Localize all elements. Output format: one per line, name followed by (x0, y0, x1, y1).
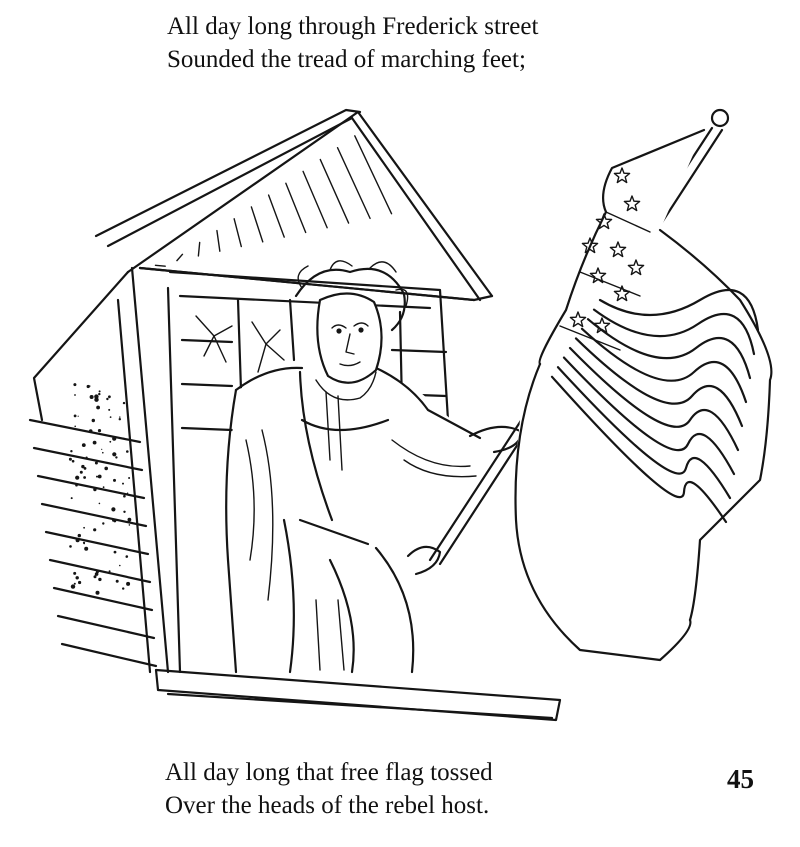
wall-speckle (72, 460, 75, 463)
window-muntin-horizontal (182, 340, 232, 342)
roof-shingle-line (234, 219, 241, 247)
wall-speckle (75, 476, 79, 480)
wall-speckle (69, 545, 72, 548)
roof-shingle-line (217, 231, 220, 252)
wall-speckle (123, 511, 125, 513)
wall-speckle (103, 486, 105, 488)
wall-speckle (109, 570, 111, 572)
wall-speckle (71, 584, 75, 588)
wall-speckle (126, 555, 129, 558)
wall-speckle (109, 441, 111, 443)
wall-speckle (71, 497, 73, 499)
wall-speckle (114, 551, 117, 554)
side-wall-board (38, 476, 144, 498)
side-wall-board (54, 588, 152, 610)
wall-speckle (82, 443, 86, 447)
wall-speckle (84, 467, 87, 470)
page-number: 45 (727, 764, 754, 794)
wall-speckle (89, 429, 93, 433)
roof-shingle-line (155, 265, 165, 266)
bottom-stanza-line-1: All day long that free flag tossed (165, 759, 493, 786)
roof-shingle-line (198, 242, 199, 255)
wall-speckle (83, 527, 85, 529)
top-stanza-line-2: Sounded the tread of marching feet; (167, 46, 526, 73)
wall-speckle (76, 576, 79, 579)
wall-speckle (95, 462, 98, 465)
wall-speckle (74, 394, 76, 396)
wall-speckle (101, 449, 102, 450)
wall-speckle (116, 580, 119, 583)
roof-shingle-line (286, 183, 306, 232)
wall-speckle (78, 534, 81, 537)
wall-speckle (126, 450, 129, 453)
wall-speckle (112, 452, 116, 456)
wall-speckle (112, 437, 116, 441)
wall-speckle (96, 406, 100, 410)
wall-speckle (119, 565, 121, 567)
wall-speckle (86, 457, 88, 459)
wall-speckle (96, 476, 98, 478)
wall-speckle (73, 572, 76, 575)
wall-speckle (119, 418, 121, 420)
wall-speckle (102, 522, 104, 524)
wall-speckle (110, 416, 112, 418)
side-wall-board (34, 448, 142, 470)
wall-speckle (98, 429, 101, 432)
wall-speckle (74, 583, 76, 585)
window-muntin-horizontal (182, 384, 232, 386)
side-wall-boards (30, 420, 156, 666)
roof-shingle-line (303, 171, 327, 227)
roof-shingle-line (251, 207, 262, 242)
wall-speckle (75, 484, 78, 487)
wall-speckle (108, 409, 110, 411)
wall-speckle (83, 476, 86, 479)
wall-speckle (128, 477, 130, 479)
wall-speckle (83, 465, 84, 466)
wall-speckle (129, 524, 131, 526)
wall-speckle (99, 503, 101, 505)
wall-speckle (122, 587, 124, 589)
wall-speckle (74, 426, 76, 428)
wall-speckle (89, 385, 90, 386)
wall-speckle (84, 547, 88, 551)
window-muntin-vertical (290, 300, 294, 360)
wall-speckle (93, 488, 96, 491)
wall-speckle (98, 578, 101, 581)
bottom-stanza-line-2: Over the heads of the rebel host. (165, 792, 490, 819)
wall-speckle (113, 479, 116, 482)
wall-speckle (74, 415, 77, 418)
wall-speckle (115, 456, 117, 458)
wall-speckle (123, 438, 124, 439)
wall-speckle (78, 416, 79, 417)
wall-speckle (127, 493, 128, 494)
wall-speckle (104, 467, 108, 471)
wall-speckle (112, 520, 114, 522)
wall-speckle (126, 582, 130, 586)
wall-speckle (106, 398, 108, 400)
wall-speckle (94, 575, 97, 578)
wall-speckle (96, 591, 100, 595)
wall-speckle (94, 394, 98, 398)
roof-shingles (155, 136, 391, 266)
side-wall-board (42, 504, 146, 526)
wall-speckle (119, 416, 120, 417)
wall-speckle (98, 475, 102, 479)
roof-shingle-line (320, 160, 348, 224)
wall-speckle (73, 383, 76, 386)
wall-speckle (69, 458, 72, 461)
wall-speckle (70, 450, 72, 452)
flag (510, 130, 771, 660)
wall-speckle (93, 441, 97, 445)
wall-speckle (102, 452, 104, 454)
house-side-wall (30, 268, 168, 672)
top-stanza-line-1: All day long through Frederick street (167, 13, 539, 40)
wall-speckle (123, 495, 126, 498)
bottom-stanza (165, 756, 493, 822)
wall-speckle (98, 393, 100, 395)
roof-shingle-line (269, 195, 285, 237)
wall-speckle (111, 507, 115, 511)
wall-speckle (127, 518, 131, 522)
wall-speckle (78, 581, 81, 584)
house-roof (96, 110, 492, 300)
woman-figure (226, 261, 522, 672)
wall-speckle (93, 528, 96, 531)
side-wall-board (46, 532, 148, 554)
wall-speckle (99, 390, 101, 392)
wall-speckle (108, 395, 111, 398)
wall-speckle (123, 402, 125, 404)
wall-speckle (92, 419, 95, 422)
wall-speckle (122, 483, 124, 485)
wall-speckle (83, 542, 85, 544)
roof-shingle-line (177, 254, 183, 260)
wall-speckle (90, 395, 94, 399)
side-wall-board (58, 616, 154, 638)
side-wall-board (62, 644, 156, 666)
wall-speckle (76, 538, 80, 542)
wall-speckle (80, 471, 83, 474)
window-muntin-horizontal (182, 428, 232, 430)
